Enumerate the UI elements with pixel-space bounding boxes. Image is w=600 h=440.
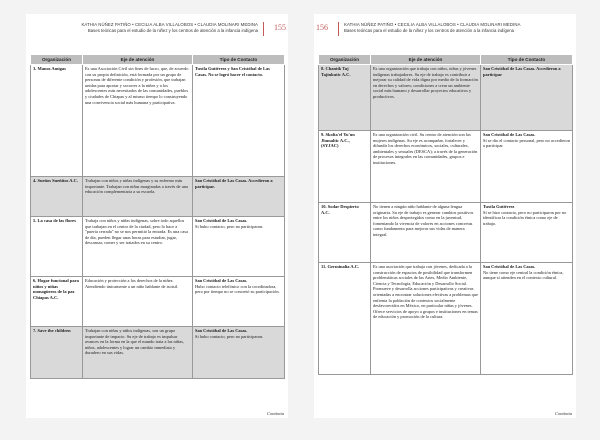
running-header — [81, 22, 258, 34]
table-row — [31, 277, 285, 327]
org-contact — [481, 65, 573, 131]
org-name: 6. Hogar funcional para niños y niñas monagüeros de la paz Chiapas A.C. — [31, 277, 83, 327]
left-page — [26, 14, 288, 418]
org-name: 7. Save the children — [31, 327, 83, 379]
header-subtitle: Bases teóricas para el estudio de la niñez y los centros de atención a la infancia indígena — [87, 28, 258, 33]
header-focus: Eje de atención — [83, 55, 193, 65]
org-contact — [193, 277, 285, 327]
page-number: 155 — [274, 23, 286, 32]
header-subtitle: Bases teóricas para el estudio de la niñez y los centros de atención a la infancia indígena — [344, 28, 515, 33]
header-authors: KATHIA NÚÑEZ PATIÑO • CECILIA ALBA VILLALOBOS • CLAUDIA MOLINARI MEDINA — [81, 22, 258, 27]
table-row — [31, 217, 285, 277]
header-organization: Organización — [31, 55, 83, 65]
table-row — [319, 131, 573, 203]
contact-location: Tuxtla Gutiérrez y San Cristóbal de Las Casas. No se logró hacer el contacto. — [195, 66, 270, 77]
contact-location: San Cristóbal de Las Casas. — [195, 218, 248, 223]
org-name: 9. Skolta'el Yu'un Jlumaltic A.C., (SYJAC) — [319, 131, 371, 203]
org-focus: Es una asociación que trabaja con jóvenes, dedicada a la construcción de espacios de posibilidad que transformen problemáticas sociales de las Artes, Medio Ambiente, Ciencia y Tecnología, Educación y Desarrollo Social. Promueve y desarrolla acciones participativas y creativas orientadas a encontrar soluciones efectivas a problemas que enfrenta la población de contextos socialmente desfavorecidos en México, en particular niñas y jóvenes. Ofrece servicios de apoyo a grupos e instituciones en temas de educación y promoción de la cultura. — [371, 263, 481, 375]
org-name: 11. Germinalia A.C. — [319, 263, 371, 375]
contact-note: No tiene como eje central la condición étnica, aunque sí atienden en el contexto cultural. — [483, 269, 564, 281]
page-number: 156 — [316, 23, 328, 32]
org-focus: Es una Asociación Civil sin fines de lucro, que, de acuerdo con su propia definición, está formada por un grupo de personas de diferente condición y profesión, que trabajan unidas para aportar y socorrer a la niñez y a los adolescentes más necesitados de las comunidades, pueblos y ciudades de Chiapas y al mismo tiempo lo construyendo una convivencia social más humana y participativa. — [83, 65, 193, 177]
org-focus: Es una organización que trabaja con niños, niñas y jóvenes indígenas trabajadores. Su eje de trabajo es contribuir a mejorar su calidad de vida digna por medio de la formación en derechos y valores; condiciones a crear un ambiente social más humano y desarrollar proyectos educativos y productivos. — [371, 65, 481, 131]
header-focus: Eje de atención — [371, 55, 481, 65]
organizations-table — [30, 54, 285, 379]
org-focus: Es una organización civil. Su centro de atención son las mujeres indígenas. Su eje es acompañar, fortalecer y difundir los derechos económicos, sociales, culturales, ambientales y sexuales (DESCA); a través de la generación de procesos integrales en las comunidades, grupos e instituciones. — [371, 131, 481, 203]
header-divider — [263, 22, 264, 36]
table-row — [31, 327, 285, 379]
header-divider — [338, 22, 339, 36]
contact-location: San Cristóbal de Las Casas. Accedieron a participar. — [195, 178, 273, 189]
table-row — [31, 177, 285, 217]
continues-label: Continúa — [554, 411, 572, 416]
contact-location: Tuxtla Gutiérrez — [483, 204, 515, 209]
header-authors: KATHIA NÚÑEZ PATIÑO • CECILIA ALBA VILLALOBOS • CLAUDIA MOLINARI MEDINA — [344, 22, 521, 27]
contact-location: San Cristóbal de Las Casas. — [195, 328, 248, 333]
header-contact: Tipo de Contacto — [193, 55, 285, 65]
org-contact — [481, 203, 573, 263]
table-row — [319, 65, 573, 131]
org-focus: Trabaja con niños y niñas indígenas, sobre todo aquellos que trabajan en el centro de la ciudad, pero lo hace a "puerta cerrada" no se nos permitió la entrada. Es una casa de día, pueden llegar unas horas para estudiar, jugar, descansar, comer y ser tratados en su centro. — [83, 217, 193, 277]
contact-note: Sí se hizo contacto, pero no participaron por no identificar la condición étnica como eje de trabajo. — [483, 209, 567, 226]
table-row — [319, 263, 573, 375]
continues-label: Continúa — [266, 411, 284, 416]
org-name: 4. Sueños Sueñitos A.C. — [31, 177, 83, 217]
header-organization: Organización — [319, 55, 371, 65]
table-header-row — [319, 55, 573, 65]
contact-location: San Cristóbal de Las Casas. — [483, 264, 536, 269]
org-contact — [193, 327, 285, 379]
org-contact — [193, 177, 285, 217]
org-name: 3. Manos Amigas — [31, 65, 83, 177]
contact-location: San Cristóbal de Las Casas. Accedieron a participar — [483, 66, 561, 77]
org-contact — [193, 65, 285, 177]
table-row — [319, 203, 573, 263]
organizations-table — [318, 54, 573, 375]
org-focus: No tienen a ningún niño hablante de alguna lengua originaria. Su eje de trabajo es generar cambios positivos entre los niños desprotegidos como en la juventud, fomentando la vivencia de valores en acciones concretas como fundamento para mejorar sus vidas de manera integral. — [371, 203, 481, 263]
right-page — [314, 14, 576, 418]
table-row — [31, 65, 285, 177]
contact-location: San Cristóbal de Las Casas. — [483, 132, 536, 137]
running-header — [344, 22, 521, 34]
org-name: 5. La casa de las flores — [31, 217, 83, 277]
org-focus: Trabajan con niños y niñas indígenas y su enfermo más importante. Trabajan con niñas marginadas a través de una educación complementaria a su escuela. — [83, 177, 193, 217]
org-contact — [481, 263, 573, 375]
header-contact: Tipo de Contacto — [481, 55, 573, 65]
org-focus: Educación y protección a los derechos de la niñez. Atendiendo únicamente a un niño hablante de tsotsil. — [83, 277, 193, 327]
table-header-row — [31, 55, 285, 65]
contact-note: Sí se dio el contacto personal, pero no accedieron a participar — [483, 137, 570, 149]
org-contact — [193, 217, 285, 277]
contact-note: Si hubo contacto, pero no participaron. — [195, 223, 264, 229]
org-contact — [481, 131, 573, 203]
org-focus: Trabajan con niñas y niños indígenas, son un grupo importante de impacto. Su eje de trabajo es impulsar avances en la forma en la que el mundo trata a las niñas, niños, adolescentes y lograr un cambio inmediato y duradero en sus vidas. — [83, 327, 193, 379]
org-name: 10. Sodar Despierto A.C. — [319, 203, 371, 263]
contact-note: Si hubo contacto, pero no participaron. — [195, 333, 264, 339]
org-name: 8. Chantik Taj Tajinkutic A.C. — [319, 65, 371, 131]
contact-location: San Cristóbal de Las Casas. — [195, 278, 248, 283]
contact-note: Hubo contacto telefónico con la coordinadora, pero por tiempo no se concretó su participación. — [195, 283, 280, 295]
